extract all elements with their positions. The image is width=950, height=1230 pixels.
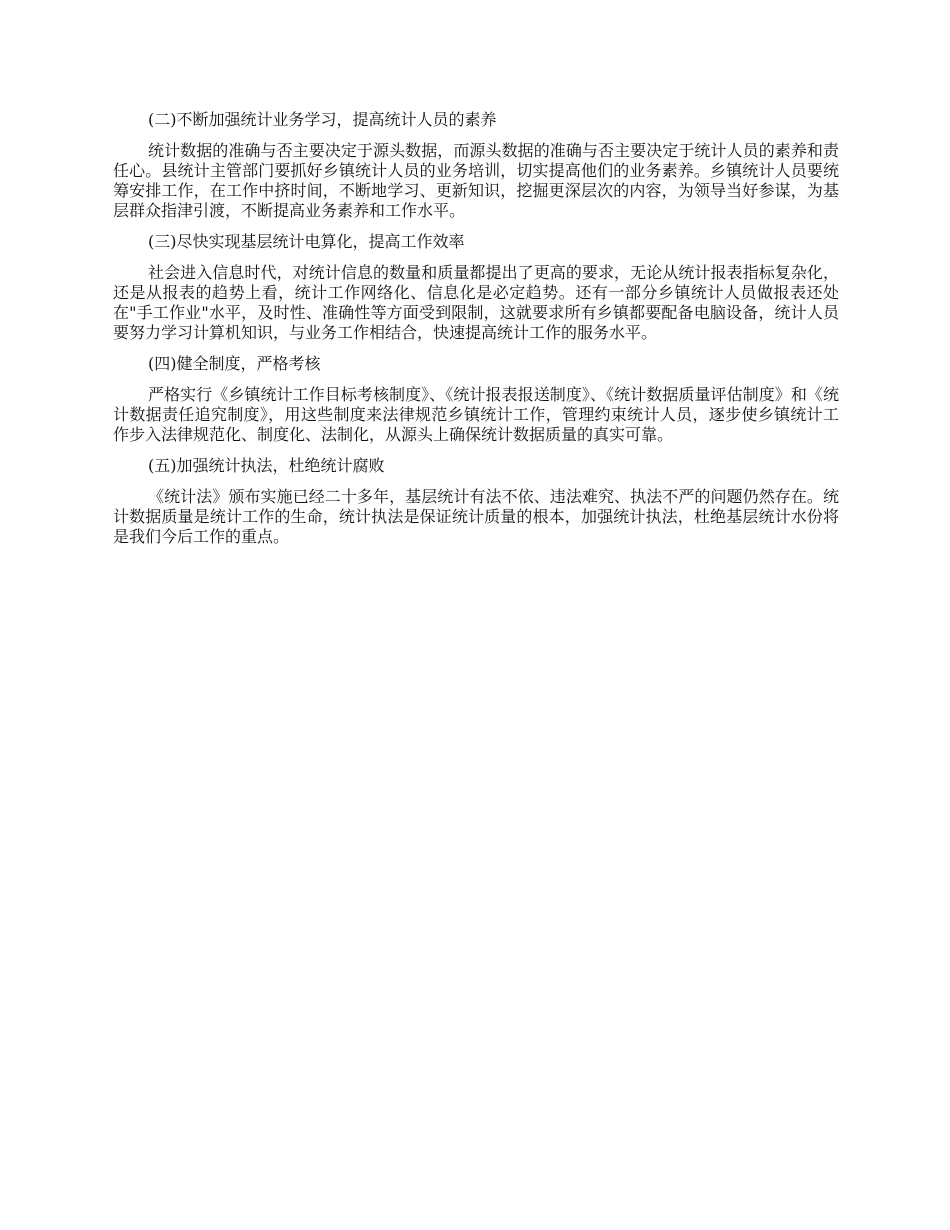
section-paragraph-2: 统计数据的准确与否主要决定于源头数据，而源头数据的准确与否主要决定于统计人员的素养和责任心。县统计主管部门要抓好乡镇统计人员的业务培训，切实提高他们的业务素养。乡镇统计人员要统筹安排工作，在工作中挤时间，不断地学习、更新知识，挖掘更深层次的内容，为领导当好参谋，为基层群众指津引渡，不断提高业务素养和工作水平。 [113, 141, 839, 220]
section-heading-2: (二)不断加强统计业务学习，提高统计人员的素养 [148, 110, 497, 129]
section-paragraph-4: 严格实行《乡镇统计工作目标考核制度》、《统计报表报送制度》、《统计数据质量评估制度》和《统计数据责任追究制度》，用这些制度来法律规范乡镇统计工作，管理约束统计人员，逐步使乡镇统计工作步入法律规范化、制度化、法制化，从源头上确保统计数据质量的真实可靠。 [113, 385, 839, 444]
section-heading-3: (三)尽快实现基层统计电算化，提高工作效率 [148, 232, 465, 251]
section-heading-5: (五)加强统计执法，杜绝统计腐败 [148, 456, 385, 475]
section-paragraph-5: 《统计法》颁布实施已经二十多年，基层统计有法不依、违法难究、执法不严的问题仍然存在。统计数据质量是统计工作的生命，统计执法是保证统计质量的根本，加强统计执法，杜绝基层统计水份将是我们今后工作的重点。 [113, 487, 839, 546]
section-paragraph-3: 社会进入信息时代，对统计信息的数量和质量都提出了更高的要求，无论从统计报表指标复杂化，还是从报表的趋势上看，统计工作网络化、信息化是必定趋势。还有一部分乡镇统计人员做报表还处在"手工作业"水平，及时性、准确性等方面受到限制，这就要求所有乡镇都要配备电脑设备，统计人员要努力学习计算机知识，与业务工作相结合，快速提高统计工作的服务水平。 [113, 263, 839, 342]
document-page [113, 110, 839, 558]
section-heading-4: (四)健全制度，严格考核 [148, 354, 321, 373]
